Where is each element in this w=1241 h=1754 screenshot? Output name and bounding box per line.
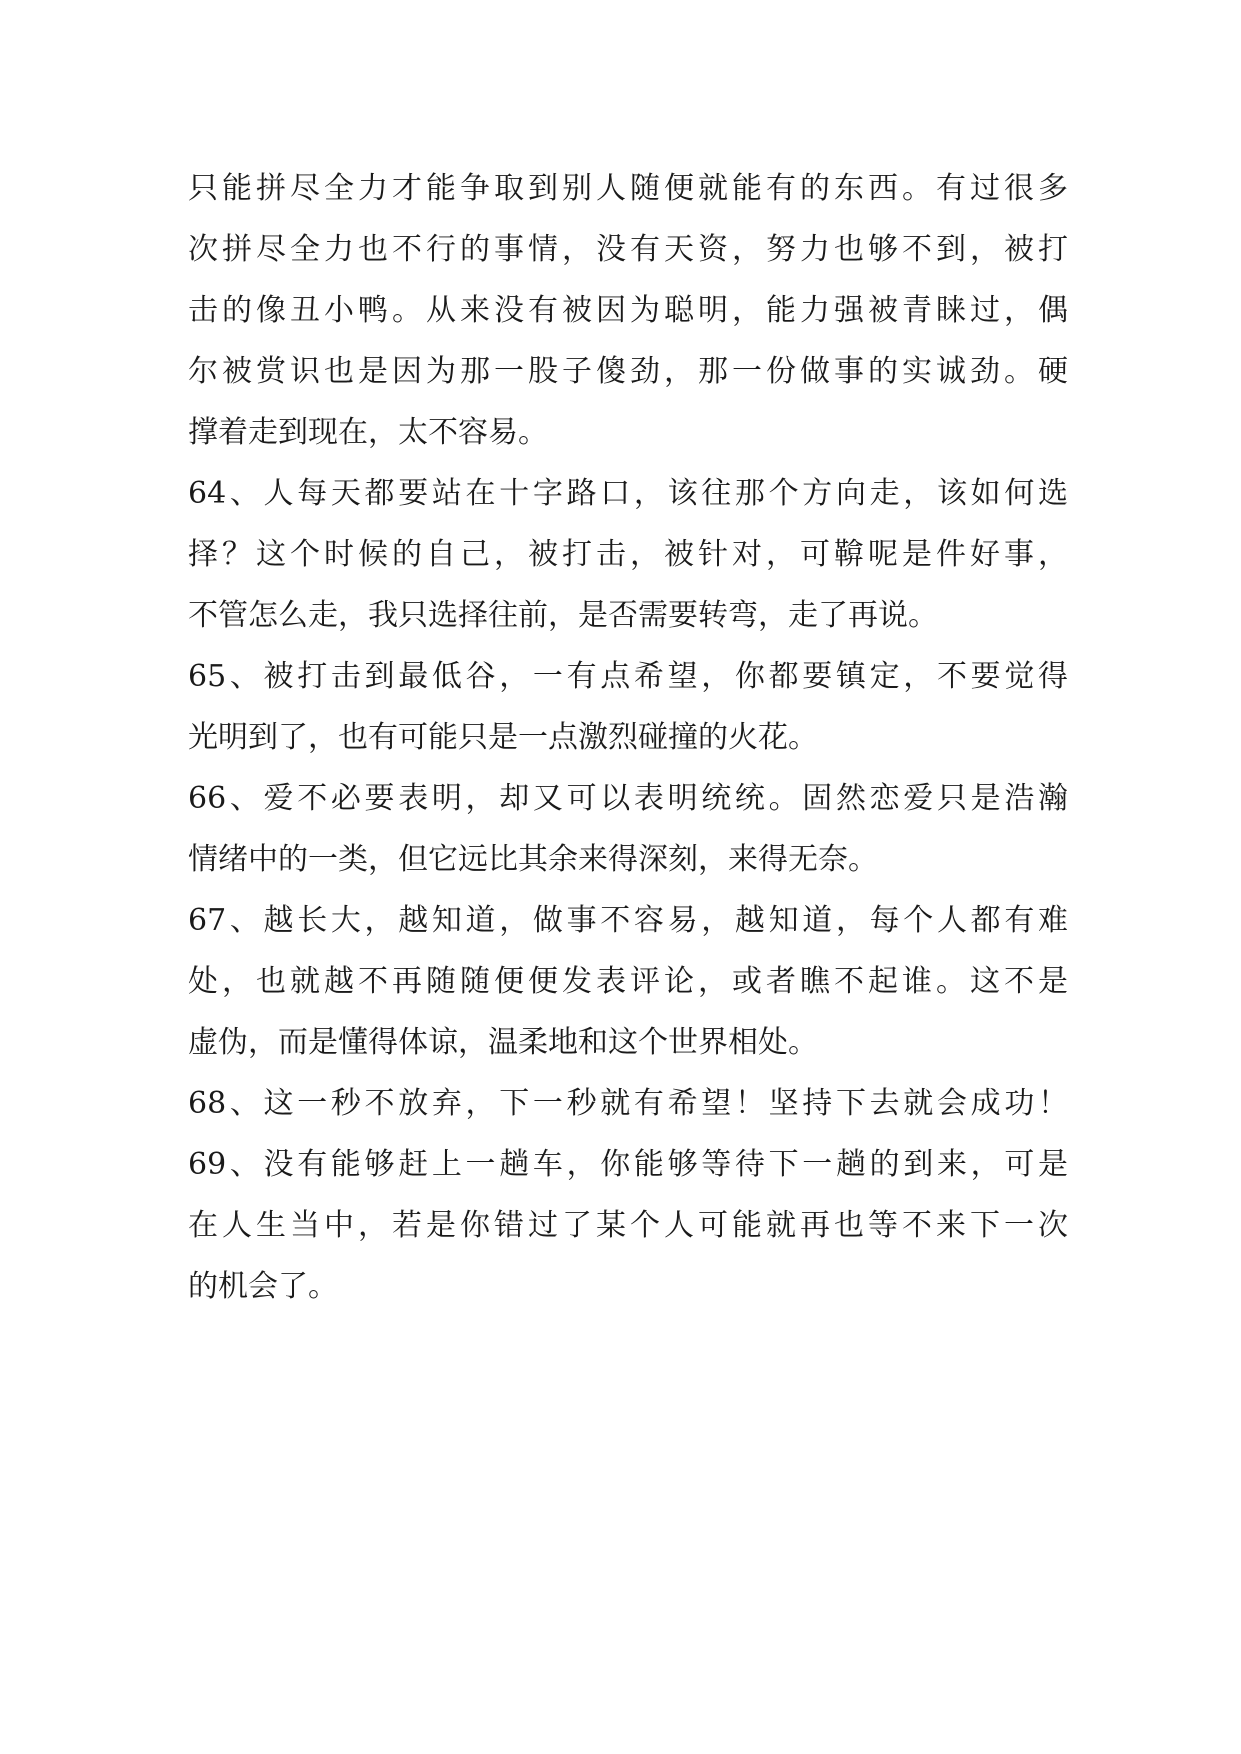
text-line: 虚伪，而是懂得体谅，温柔地和这个世界相处。 [188,1025,818,1060]
text-line: 光明到了，也有可能只是一点激烈碰撞的火花。 [188,720,818,755]
text-line: 67、越长大，越知道，做事不容易，越知道，每个人都有难 [188,903,1068,938]
document-body [188,158,1068,1317]
text-line: 击的像丑小鸭。从来没有被因为聪明，能力强被青睐过，偶 [188,293,1068,328]
text-line: 64、人每天都要站在十字路口，该往那个方向走，该如何选 [188,476,1068,511]
text-line: 66、爱不必要表明，却又可以表明统统。固然恋爱只是浩瀚 [188,781,1068,816]
text-line: 69、没有能够赶上一趟车，你能够等待下一趟的到来，可是 [188,1147,1068,1182]
text-line: 择？这个时候的自己，被打击，被针对，可鞥呢是件好事， [188,537,1068,572]
text-line: 在人生当中，若是你错过了某个人可能就再也等不来下一次 [188,1208,1068,1243]
text-line: 次拼尽全力也不行的事情，没有天资，努力也够不到，被打 [188,232,1068,267]
text-line: 65、被打击到最低谷，一有点希望，你都要镇定，不要觉得 [188,659,1068,694]
text-line: 68、这一秒不放弃，下一秒就有希望！坚持下去就会成功！ [188,1086,1068,1121]
text-line: 只能拼尽全力才能争取到别人随便就能有的东西。有过很多 [188,171,1068,206]
text-line: 的机会了。 [188,1269,338,1304]
text-line: 尔被赏识也是因为那一股子傻劲，那一份做事的实诚劲。硬 [188,354,1068,389]
text-line: 撑着走到现在，太不容易。 [188,415,548,450]
text-line: 不管怎么走，我只选择往前，是否需要转弯，走了再说。 [188,598,938,633]
text-line: 处，也就越不再随随便便发表评论，或者瞧不起谁。这不是 [188,964,1068,999]
text-line: 情绪中的一类，但它远比其余来得深刻，来得无奈。 [188,842,878,877]
